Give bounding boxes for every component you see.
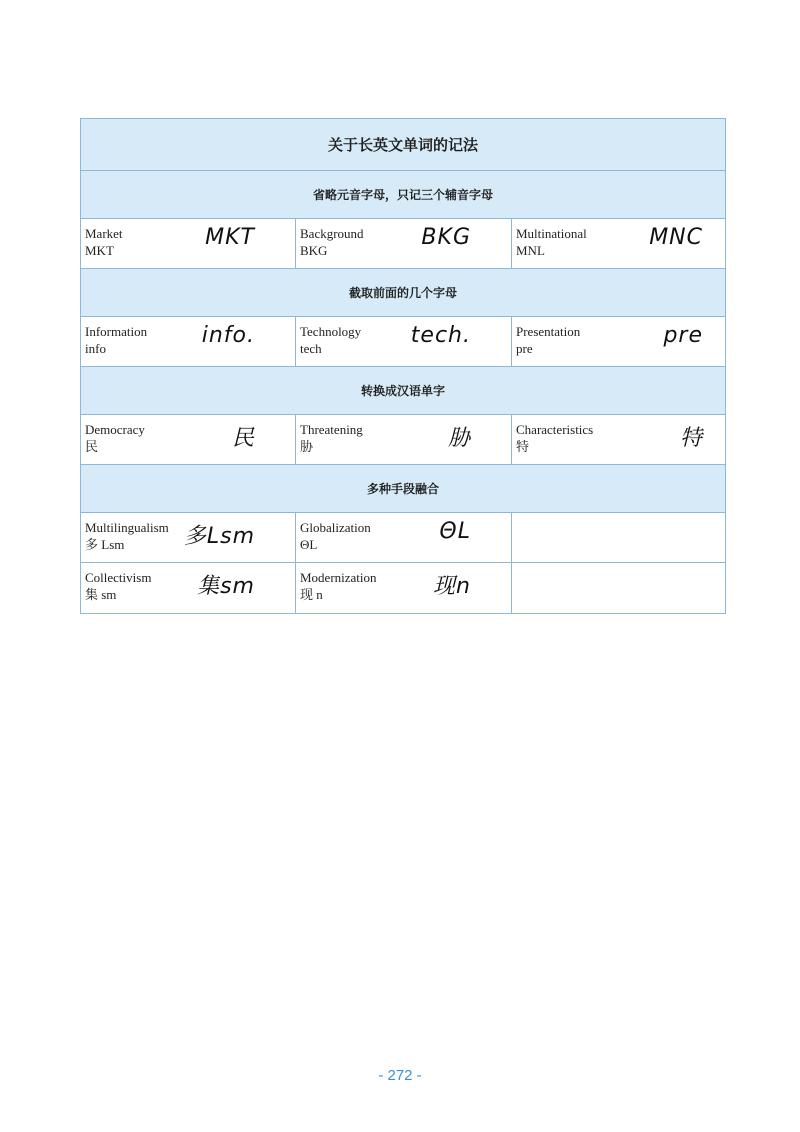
table-cell bbox=[81, 219, 296, 268]
table-cell bbox=[512, 415, 725, 464]
handwritten-note: info. bbox=[201, 323, 255, 348]
english-word: Market bbox=[85, 226, 123, 241]
english-word: Characteristics bbox=[516, 422, 594, 437]
abbreviation: BKG bbox=[300, 243, 328, 258]
english-word: Collectivism bbox=[85, 570, 152, 585]
table-cell bbox=[296, 563, 512, 613]
handwritten-note: 胁 bbox=[447, 426, 471, 451]
abbreviation: info bbox=[85, 341, 106, 356]
abbreviation-table bbox=[80, 118, 726, 614]
abbreviation: tech bbox=[300, 341, 322, 356]
abbreviation: MKT bbox=[85, 243, 114, 258]
table-cell bbox=[512, 317, 725, 366]
english-word: Presentation bbox=[516, 324, 581, 339]
table-row bbox=[81, 513, 725, 563]
handwritten-note: 民 bbox=[231, 426, 255, 451]
abbreviation: 民 bbox=[85, 439, 99, 454]
table-cell bbox=[81, 415, 296, 464]
english-word: Background bbox=[300, 226, 364, 241]
english-word: Modernization bbox=[300, 570, 377, 585]
section-heading-mixed: 多种手段融合 bbox=[81, 465, 725, 513]
section-heading-consonants: 省略元音字母，只记三个辅音字母 bbox=[81, 171, 725, 219]
abbreviation: 集 sm bbox=[85, 587, 117, 602]
table-title: 关于长英文单词的记法 bbox=[81, 119, 725, 171]
table-cell bbox=[296, 415, 512, 464]
english-word: Information bbox=[85, 324, 148, 339]
english-word: Democracy bbox=[85, 422, 145, 437]
page-number: - 272 - bbox=[378, 1067, 422, 1084]
table-cell bbox=[512, 219, 725, 268]
section-heading-chinese: 转换成汉语单字 bbox=[81, 367, 725, 415]
handwritten-note: ΘL bbox=[439, 519, 471, 544]
english-word: Globalization bbox=[300, 520, 371, 535]
handwritten-note: BKG bbox=[421, 225, 471, 250]
table-cell bbox=[296, 513, 512, 562]
handwritten-note: 现n bbox=[433, 574, 471, 599]
abbreviation: ΘL bbox=[300, 537, 318, 552]
handwritten-note: MNC bbox=[649, 225, 703, 250]
english-word: Multinational bbox=[516, 226, 587, 241]
table-row bbox=[81, 219, 725, 269]
handwritten-note: MKT bbox=[205, 225, 255, 250]
handwritten-note: 特 bbox=[679, 426, 703, 451]
handwritten-note: pre bbox=[663, 323, 703, 348]
abbreviation: 现 n bbox=[300, 587, 323, 602]
handwritten-note: 集sm bbox=[197, 574, 255, 599]
table-cell bbox=[81, 513, 296, 562]
table-cell bbox=[81, 563, 296, 613]
table-row bbox=[81, 563, 725, 613]
table-row bbox=[81, 415, 725, 465]
table-cell bbox=[81, 317, 296, 366]
english-word: Multilingualism bbox=[85, 520, 169, 535]
handwritten-note: tech. bbox=[410, 323, 471, 348]
section-heading-truncate: 截取前面的几个字母 bbox=[81, 269, 725, 317]
table-cell bbox=[296, 317, 512, 366]
table-cell-empty bbox=[512, 563, 725, 613]
table-cell bbox=[296, 219, 512, 268]
abbreviation: 多 Lsm bbox=[85, 537, 125, 552]
table-row bbox=[81, 317, 725, 367]
table-cell-empty bbox=[512, 513, 725, 562]
abbreviation: pre bbox=[516, 341, 533, 356]
english-word: Technology bbox=[300, 324, 362, 339]
english-word: Threatening bbox=[300, 422, 363, 437]
abbreviation: 胁 bbox=[300, 439, 314, 454]
abbreviation: MNL bbox=[516, 243, 545, 258]
handwritten-note: 多Lsm bbox=[183, 524, 255, 549]
abbreviation: 特 bbox=[516, 439, 530, 454]
